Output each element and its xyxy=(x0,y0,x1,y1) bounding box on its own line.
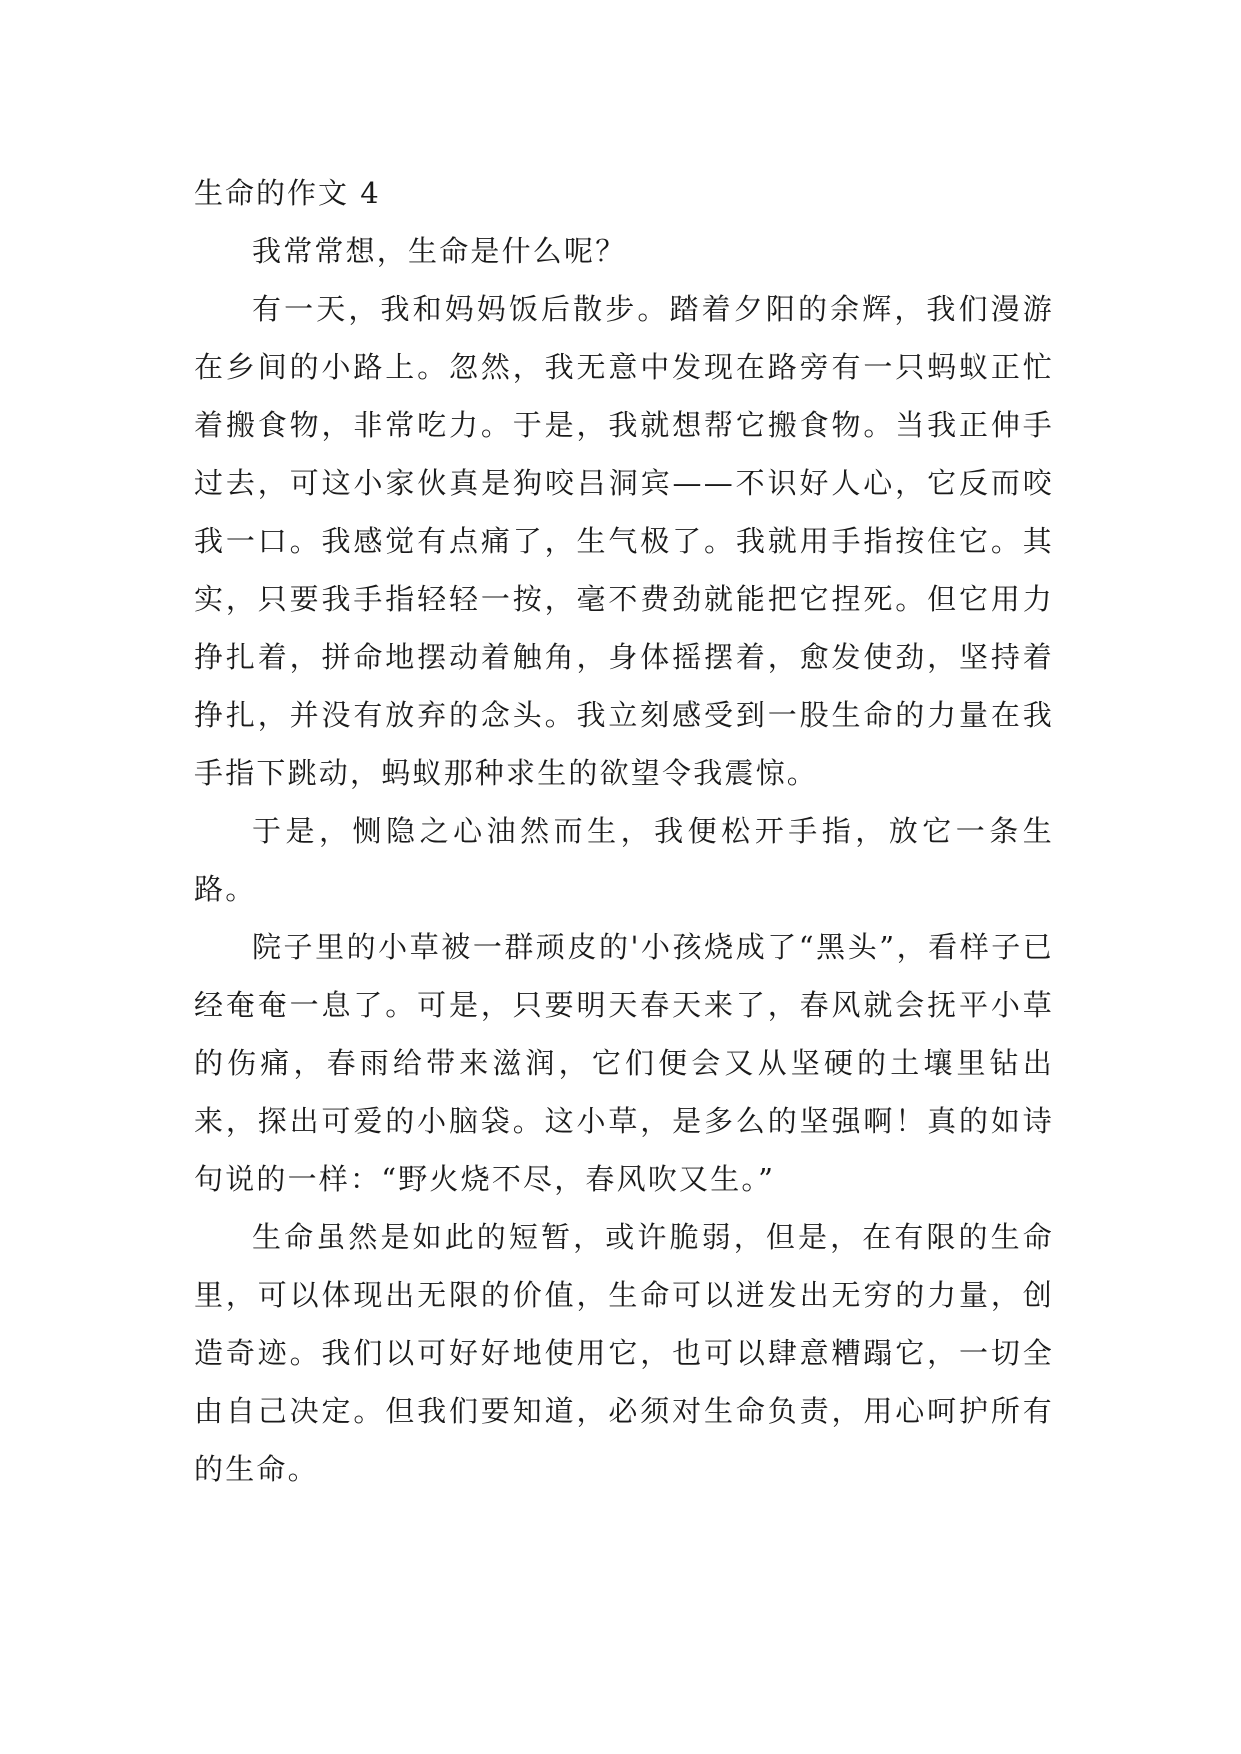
paragraph-5: 生命虽然是如此的短暂，或许脆弱，但是，在有限的生命里，可以体现出无限的价值，生命可以迸发出无穷的力量，创造奇迹。我们以可好好地使用它，也可以肆意糟蹋它，一切全由自己决定。但我们要知道，必须对生命负责，用心呵护所有的生命。 xyxy=(194,1220,1054,1486)
document-body xyxy=(194,164,1054,1498)
paragraph-1: 我常常想，生命是什么呢？ xyxy=(252,234,627,268)
paragraph-3: 于是，恻隐之心油然而生，我便松开手指，放它一条生路。 xyxy=(194,814,1054,906)
paragraph-2: 有一天，我和妈妈饭后散步。踏着夕阳的余辉，我们漫游在乡间的小路上。忽然，我无意中发现在路旁有一只蚂蚁正忙着搬食物，非常吃力。于是，我就想帮它搬食物。当我正伸手过去，可这小家伙真是狗咬吕洞宾——不识好人心，它反而咬我一口。我感觉有点痛了，生气极了。我就用手指按住它。其实，只要我手指轻轻一按，毫不费劲就能把它捏死。但它用力挣扎着，拼命地摆动着触角，身体摇摆着，愈发使劲，坚持着挣扎，并没有放弃的念头。我立刻感受到一股生命的力量在我手指下跳动，蚂蚁那种求生的欲望令我震惊。 xyxy=(194,292,1054,790)
paragraph-4: 院子里的小草被一群顽皮的'小孩烧成了“黑头”，看样子已经奄奄一息了。可是，只要明天春天来了，春风就会抚平小草的伤痛，春雨给带来滋润，它们便会又从坚硬的土壤里钻出来，探出可爱的小脑袋。这小草，是多么的坚强啊！真的如诗句说的一样：“野火烧不尽，春风吹又生。” xyxy=(194,930,1054,1196)
document-title: 生命的作文 4 xyxy=(194,176,381,210)
